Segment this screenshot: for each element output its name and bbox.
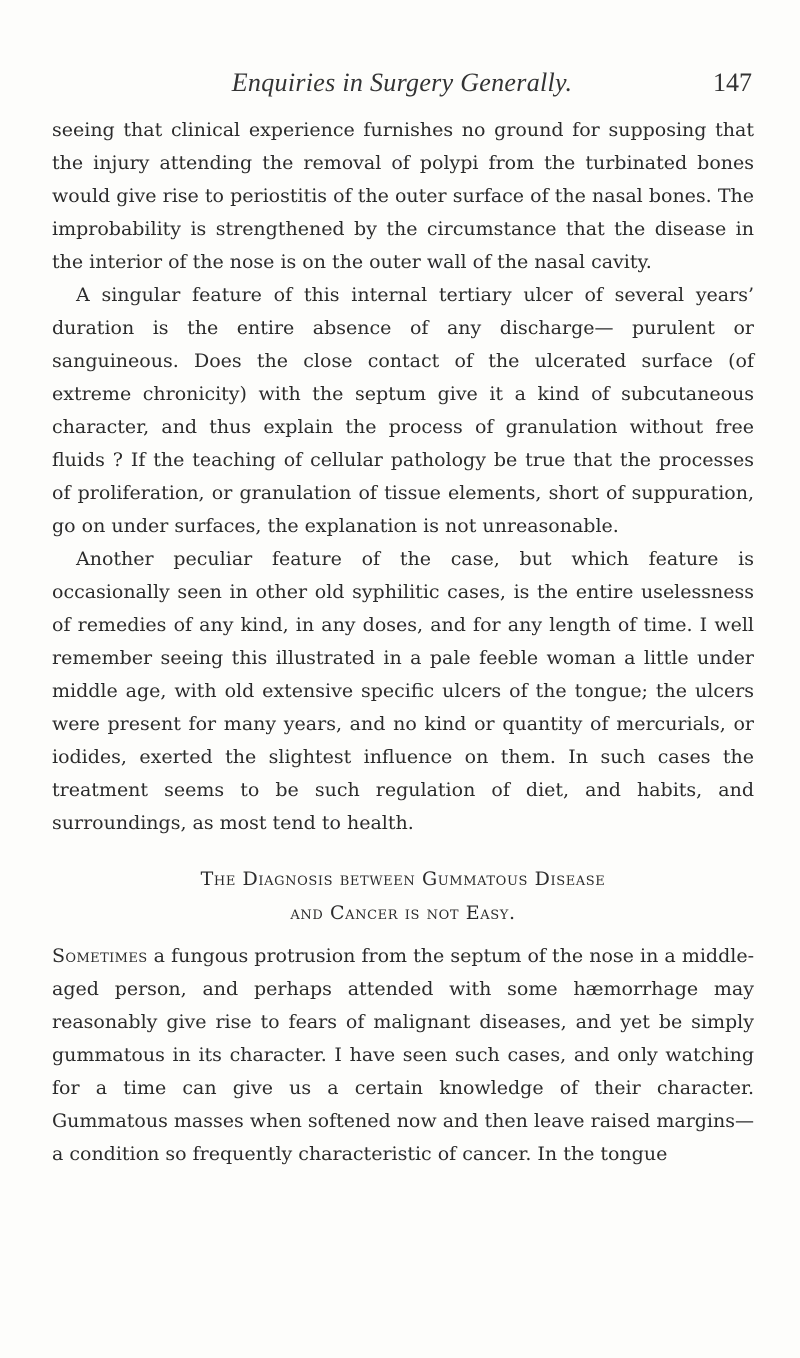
section-heading-line-1: The Diagnosis between Gummatous Disease (200, 868, 606, 890)
running-title: Enquiries in Surgery Generally. (231, 68, 573, 97)
paragraph-peculiar-feature: Another peculiar feature of the case, but which feature is occasionally seen in other old syphilitic cases, is the entire uselessness of remedies of any kind, in any doses, and for any length of time. I well remember seeing this illustrated in a pale feeble woman a little under middle age, with old extensive specific ulcers of the tongue; the ulcers were present for many years, and no kind or quantity of mercurials, or iodides, exerted the slightest influence on them. In such cases the treatment seems to be such regulation of diet, and habits, and surroundings, as most tend to health. (52, 548, 754, 834)
paragraph-singular-feature: A singular feature of this internal tertiary ulcer of several years’ duration is the entire absence of any discharge— purulent or sanguineous. Does the close contact of the ulcerated surface (of extreme chronicity) with the septum give it a kind of subcutaneous character, and thus explain the process of granulation without free fluids ? If the teaching of cellular pathology be true that the processes of proliferation, or granulation of tissue elements, short of suppuration, go on under surfaces, the explanation is not unreasonable. (52, 284, 754, 537)
page-number: 147 (713, 68, 752, 97)
running-head (52, 68, 752, 108)
section-heading (52, 862, 754, 930)
paragraph-lead-words: Sometimes (52, 945, 148, 967)
paragraph-continuation: seeing that clinical experience furnishes no ground for supposing that the injury attending the removal of polypi from the turbinated bones would give rise to periostitis of the outer surface of the nasal bones. The improbability is strengthened by the circumstance that the disease in the interior of the nose is on the outer wall of the nasal cavity. (52, 119, 754, 273)
paragraph-diagnosis (52, 940, 754, 1171)
section-heading-line-2: and Cancer is not Easy. (290, 902, 516, 924)
paragraph-diagnosis-text: a fungous protrusion from the septum of the nose in a middle-aged person, and perhaps attended with some hæmorrhage may reasonably give rise to fears of malignant diseases, and yet be simply gummatous in its character. I have seen such cases, and only watching for a time can give us a certain knowledge of their character. Gummatous masses when softened now and then leave raised margins—a condition so frequently characteristic of cancer. In the tongue (52, 945, 754, 1165)
body-text (52, 114, 754, 1171)
